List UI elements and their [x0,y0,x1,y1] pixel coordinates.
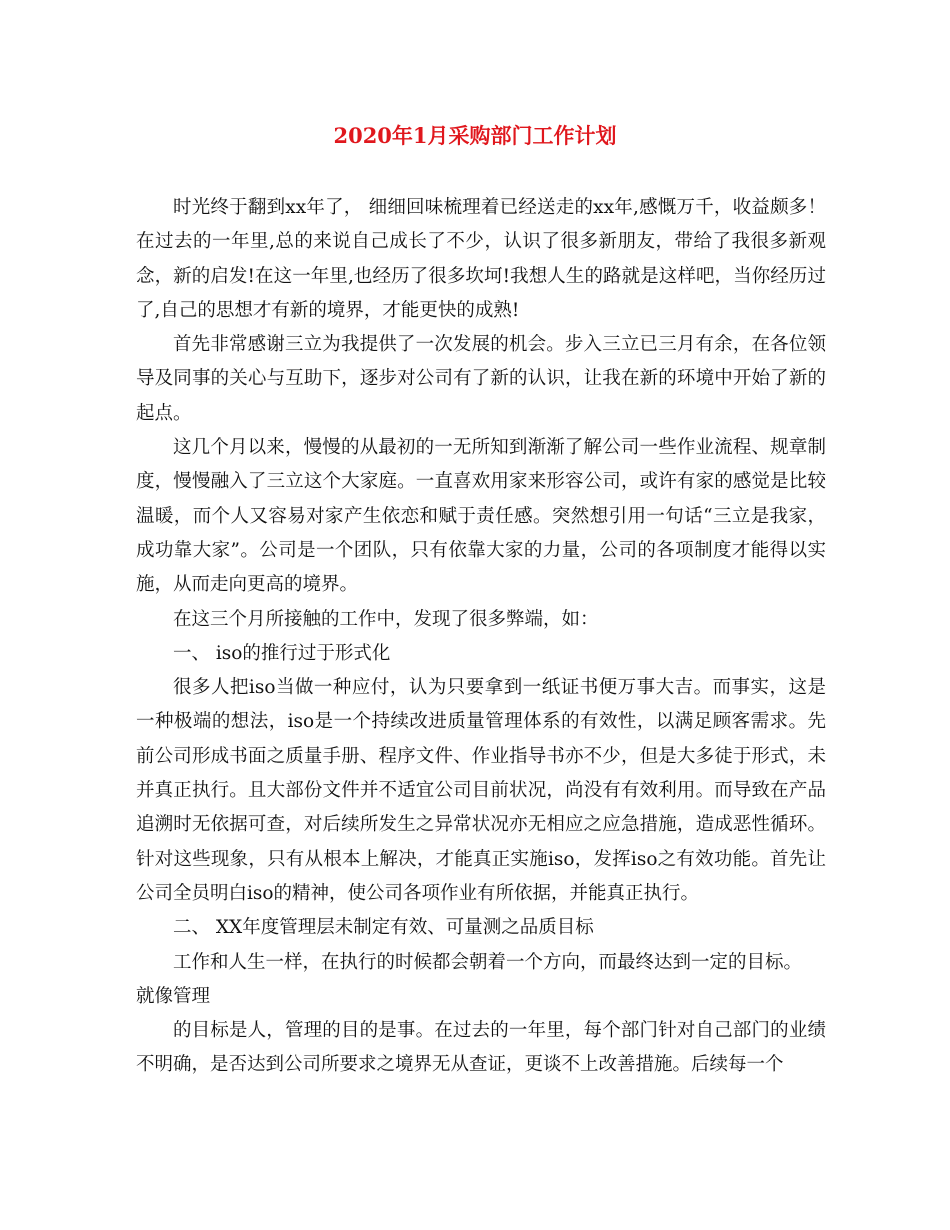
body-paragraph: 一、 iso的推行过于形式化 [173,642,391,664]
body-paragraph: 首先非常感谢三立为我提供了一次发展的机会。步入三立已三月有余，在各位领导及同事的关心与互助下，逐步对公司有了新的认识，让我在新的环境中开始了新的起点。 [136,334,826,424]
document-title: 2020年1月采购部门工作计划 [333,123,617,148]
document-body [136,191,826,1083]
body-paragraph: 在这三个月所接触的工作中，发现了很多弊端，如： [173,608,599,630]
body-paragraph: 时光终于翻到xx年了， 细细回味梳理着已经送走的xx年,感慨万千，收益颇多！在过去的一年里,总的来说自己成长了不少，认识了很多新朋友，带给了我很多新观念，新的启发!在这一年里,也经历了很多坎坷!我想人生的路就是这样吧，当你经历过了,自己的思想才有新的境界，才能更快的成熟! [136,197,826,321]
body-paragraph: 这几个月以来，慢慢的从最初的一无所知到渐渐了解公司一些作业流程、规章制度，慢慢融入了三立这个大家庭。一直喜欢用家来形容公司，或许有家的感觉是比较温暖，而个人又容易对家产生依恋和赋于责任感。突然想引用一句话“三立是我家，成功靠大家”。公司是一个团队，只有依靠大家的力量，公司的各项制度才能得以实施，从而走向更高的境界。 [136,437,826,596]
body-paragraph: 工作和人生一样，在执行的时候都会朝着一个方向，而最终达到一定的目标。 [173,951,803,973]
body-paragraph: 就像管理 [136,985,211,1007]
body-paragraph: 很多人把iso当做一种应付，认为只要拿到一纸证书便万事大吉。而事实，这是一种极端的想法，iso是一个持续改进质量管理体系的有效性，以满足顾客需求。先前公司形成书面之质量手册、程序文件、作业指导书亦不少，但是大多徒于形式，未并真正执行。且大部份文件并不适宜公司目前状况，尚没有有效利用。而导致在产品追溯时无依据可查，对后续所发生之异常状况亦无相应之应急措施，造成恶性循环。针对这些现象，只有从根本上解决，才能真正实施iso，发挥iso之有效功能。首先让公司全员明白iso的精神，使公司各项作业有所依据，并能真正执行。 [136,677,826,904]
body-paragraph: 二、 XX年度管理层未制定有效、可量测之品质目标 [173,917,594,939]
body-paragraph: 的目标是人，管理的目的是事。在过去的一年里，每个部门针对自己部门的业绩不明确，是否达到公司所要求之境界无从查证，更谈不上改善措施。后续每一个 [136,1020,826,1076]
